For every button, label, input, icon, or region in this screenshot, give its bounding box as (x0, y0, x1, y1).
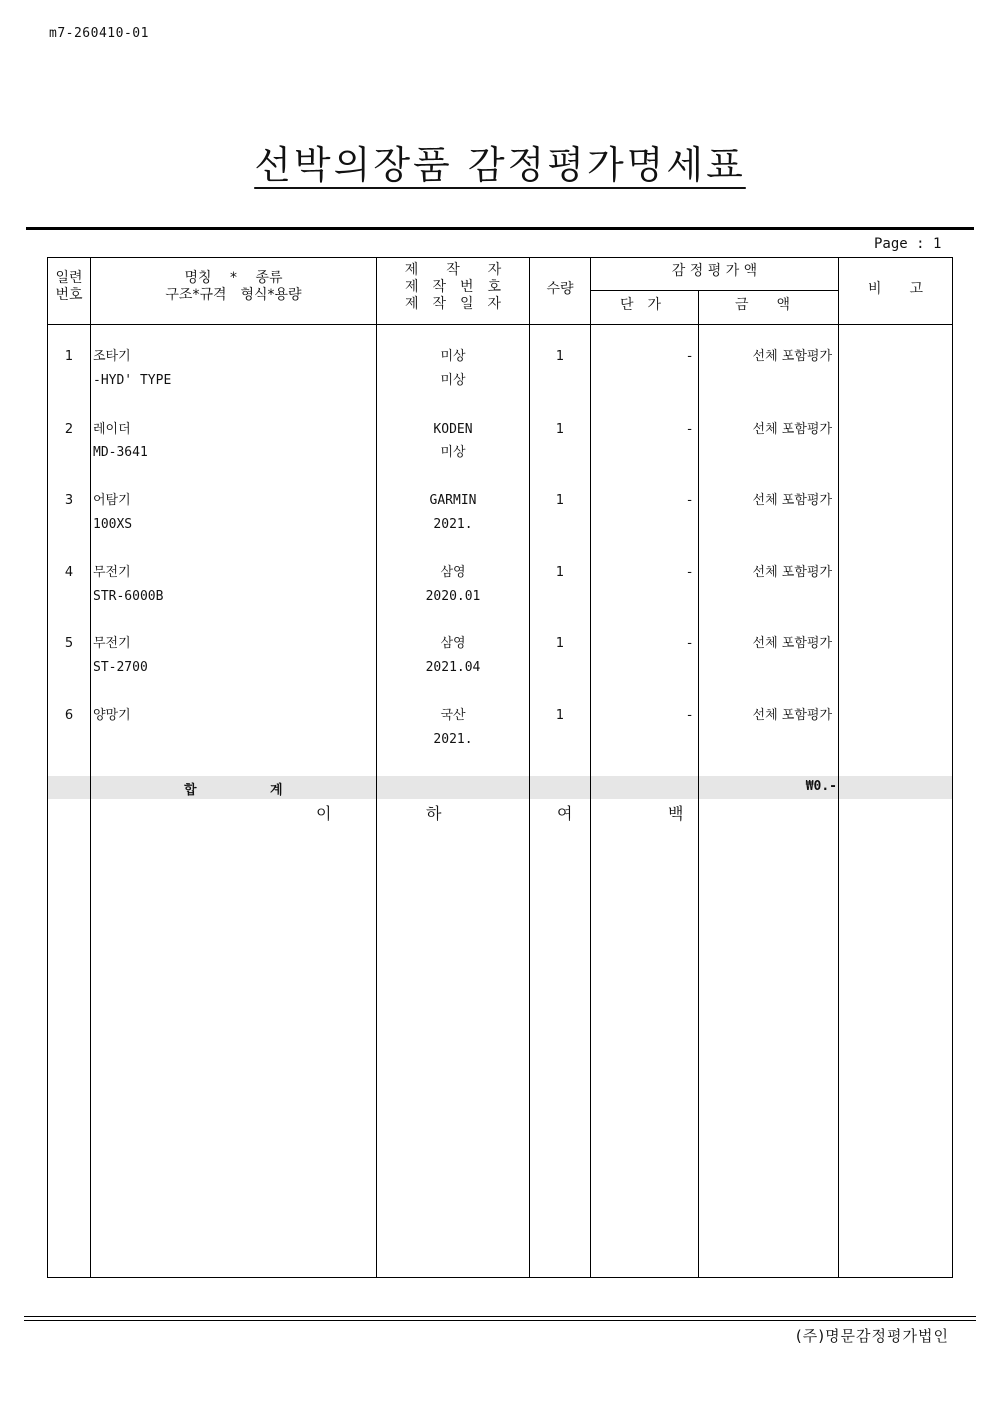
row-maker: 국산 (440, 708, 466, 723)
row-maker: GARMIN (429, 493, 477, 508)
row-date: 미상 (440, 445, 466, 460)
row-date: 미상 (440, 373, 466, 388)
row-maker: 미상 (440, 349, 466, 364)
header-amount: 금 액 (735, 297, 791, 313)
row-qty: 1 (555, 636, 565, 651)
row-spec: STR-6000B (93, 589, 164, 604)
row-date: 2021. (433, 517, 473, 532)
total-amount: ₩0.- (805, 779, 837, 794)
header-maker: 제 작 자 제 작 번 호 제 작 일 자 (404, 262, 502, 312)
row-name: 무전기 (93, 636, 131, 651)
row-amount: 선체 포함평가 (752, 708, 832, 723)
row-qty: 1 (555, 708, 565, 723)
col-line (90, 257, 91, 1278)
row-date: 2021. (433, 732, 473, 747)
col-line (952, 257, 953, 1278)
end-mark-char: 이 (316, 804, 332, 823)
row-name: 조타기 (93, 349, 131, 364)
total-label-2: 계 (270, 783, 283, 798)
header-name-spec: 명칭 * 종류 구조*규격 형식*용량 (165, 270, 302, 303)
end-mark-char: 여 (557, 804, 573, 823)
row-name: 어탐기 (93, 493, 131, 508)
header-serial-no: 일련 번호 (55, 270, 83, 303)
row-amount: 선체 포함평가 (752, 422, 832, 437)
page-number: Page : 1 (874, 236, 942, 252)
row-unit-price: - (687, 422, 692, 437)
row-no: 6 (64, 708, 74, 723)
row-date: 2021.04 (425, 660, 481, 675)
total-label-1: 합 (184, 783, 197, 798)
row-name: 양망기 (93, 708, 131, 723)
row-unit-price: - (687, 708, 692, 723)
row-spec: -HYD' TYPE (93, 373, 172, 388)
row-maker: KODEN (433, 422, 473, 437)
row-name: 무전기 (93, 565, 131, 580)
row-unit-price: - (687, 565, 692, 580)
end-mark-char: 하 (426, 804, 442, 823)
row-qty: 1 (555, 493, 565, 508)
col-line (376, 257, 377, 1278)
row-amount: 선체 포함평가 (752, 565, 832, 580)
issuer-name: (주)명문감정평가법인 (795, 1327, 949, 1345)
top-divider (26, 227, 974, 230)
row-no: 5 (64, 636, 74, 651)
row-amount: 선체 포함평가 (752, 636, 832, 651)
row-qty: 1 (555, 565, 565, 580)
document-id: m7-260410-01 (49, 26, 149, 41)
col-line (529, 257, 530, 1278)
row-spec: ST-2700 (93, 660, 148, 675)
row-no: 2 (64, 422, 74, 437)
bottom-divider (24, 1320, 976, 1321)
col-line (47, 257, 48, 1278)
row-maker: 삼영 (440, 636, 466, 651)
row-spec: 100XS (93, 517, 133, 532)
row-amount: 선체 포함평가 (752, 493, 832, 508)
row-unit-price: - (687, 493, 692, 508)
row-amount: 선체 포함평가 (752, 349, 832, 364)
header-unit-price: 단 가 (620, 297, 662, 313)
appraisal-subheader-line (590, 290, 838, 291)
table-bottom-border (47, 1277, 953, 1278)
row-no: 4 (64, 565, 74, 580)
row-no: 1 (64, 349, 74, 364)
bottom-divider (24, 1316, 976, 1317)
row-unit-price: - (687, 349, 692, 364)
row-date: 2020.01 (425, 589, 481, 604)
row-spec: MD-3641 (93, 445, 148, 460)
row-maker: 삼영 (440, 565, 466, 580)
row-unit-price: - (687, 636, 692, 651)
row-qty: 1 (555, 349, 565, 364)
document-title: 선박의장품 감정평가명세표 (254, 143, 746, 187)
col-line (590, 257, 591, 1278)
col-line (838, 257, 839, 1278)
row-name: 레이더 (93, 422, 131, 437)
end-mark-char: 백 (668, 804, 684, 823)
header-bottom-border (47, 324, 953, 325)
row-qty: 1 (555, 422, 565, 437)
header-remarks: 비 고 (867, 281, 924, 297)
table-top-border (47, 257, 953, 258)
header-appraisal: 감 정 평 가 액 (671, 263, 758, 279)
header-quantity: 수량 (546, 281, 574, 297)
row-no: 3 (64, 493, 74, 508)
